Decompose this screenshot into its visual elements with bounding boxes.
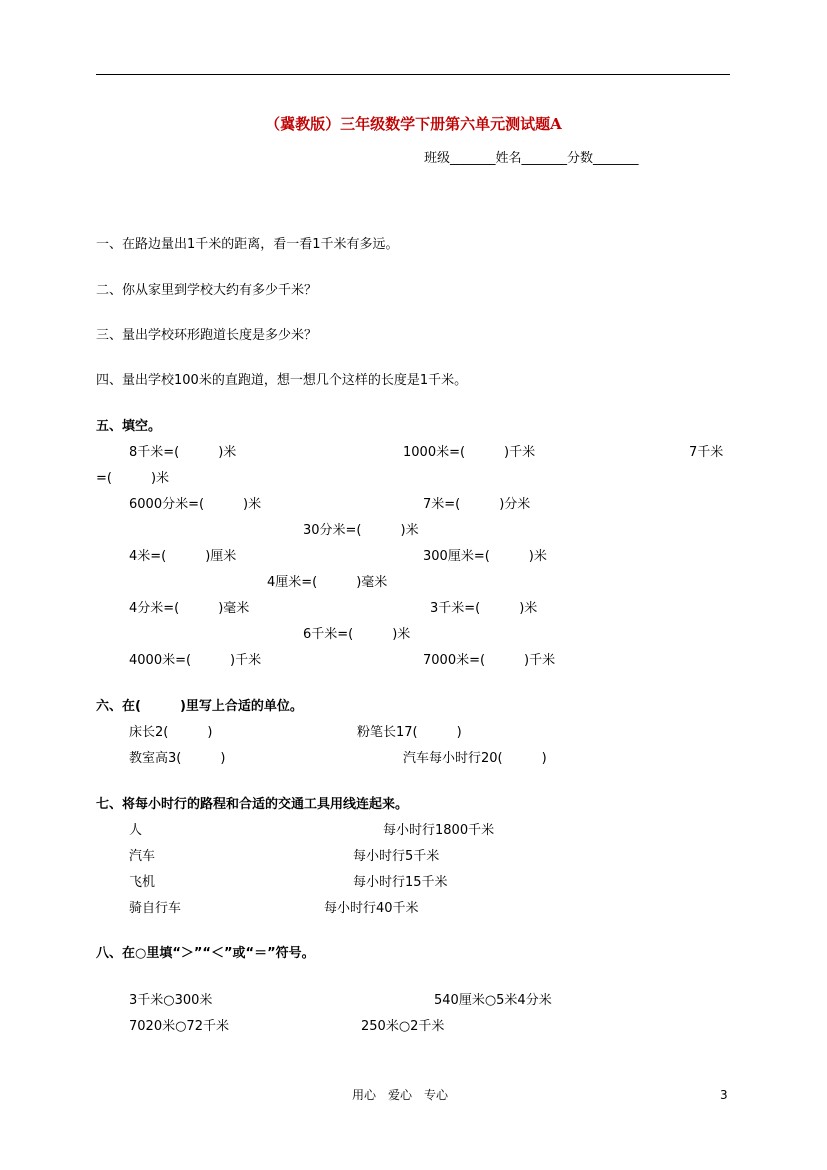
fill-blank-item: 7000米=( )千米 bbox=[423, 653, 556, 668]
fill-blank-item: 4米=( )厘米 bbox=[129, 549, 237, 564]
question-7-heading: 七、将每小时行的路程和合适的交通工具用线连起来。 bbox=[96, 797, 409, 812]
speed-item: 每小时行5千米 bbox=[353, 849, 440, 864]
vehicle-item: 飞机 bbox=[129, 875, 156, 890]
fill-blank-item: 6千米=( )米 bbox=[303, 627, 411, 642]
compare-item: 7020米○72千米 bbox=[129, 1019, 229, 1034]
question-3: 三、量出学校环形跑道长度是多少米？ bbox=[96, 328, 318, 343]
fill-blank-item: 6000分米=( )米 bbox=[129, 497, 262, 512]
vehicle-item: 骑自行车 bbox=[129, 901, 182, 916]
question-2: 二、你从家里到学校大约有多少千米？ bbox=[96, 283, 318, 298]
fill-blank-item: 8千米=( )米 bbox=[129, 445, 237, 460]
compare-item: 540厘米○5米4分米 bbox=[434, 993, 552, 1008]
unit-item: 汽车每小时行20( ) bbox=[403, 751, 547, 766]
speed-item: 每小时行15千米 bbox=[353, 875, 448, 890]
unit-item: 粉笔长17( ) bbox=[357, 725, 462, 740]
question-5-heading: 五、填空。 bbox=[96, 419, 162, 434]
fill-blank-item: 300厘米=( )米 bbox=[423, 549, 547, 564]
student-info-line: 班级_______姓名_______分数_______ bbox=[424, 151, 639, 166]
page-title: （冀教版）三年级数学下册第六单元测试题A bbox=[265, 115, 562, 133]
compare-item: 250米○2千米 bbox=[361, 1019, 445, 1034]
vehicle-item: 汽车 bbox=[129, 849, 156, 864]
question-8-heading: 八、在○里填“＞”“＜”或“＝”符号。 bbox=[96, 946, 315, 961]
question-4: 四、量出学校100米的直跑道，想一想几个这样的长度是1千米。 bbox=[96, 373, 468, 388]
fill-blank-item: 4000米=( )千米 bbox=[129, 653, 262, 668]
vehicle-item: 人 bbox=[129, 823, 143, 838]
speed-item: 每小时行1800千米 bbox=[383, 823, 495, 838]
fill-blank-item: 7千米 bbox=[689, 445, 724, 460]
fill-blank-item: 30分米=( )米 bbox=[303, 523, 419, 538]
question-6-heading: 六、在( )里写上合适的单位。 bbox=[96, 699, 303, 714]
unit-item: 教室高3( ) bbox=[129, 751, 226, 766]
speed-item: 每小时行40千米 bbox=[324, 901, 419, 916]
unit-item: 床长2( ) bbox=[129, 725, 213, 740]
fill-blank-item: 4分米=( )毫米 bbox=[129, 601, 250, 616]
question-1: 一、在路边量出1千米的距离，看一看1千米有多远。 bbox=[96, 237, 399, 252]
fill-blank-item: 1000米=( )千米 bbox=[403, 445, 536, 460]
footer-motto: 用心 爱心 专心 bbox=[351, 1088, 448, 1102]
fill-blank-item: =( )米 bbox=[96, 471, 170, 486]
compare-item: 3千米○300米 bbox=[129, 993, 213, 1008]
fill-blank-item: 3千米=( )米 bbox=[430, 601, 538, 616]
fill-blank-item: 4厘米=( )毫米 bbox=[267, 575, 388, 590]
fill-blank-item: 7米=( )分米 bbox=[423, 497, 531, 512]
header-rule bbox=[96, 74, 730, 75]
page-number: 3 bbox=[720, 1088, 728, 1102]
